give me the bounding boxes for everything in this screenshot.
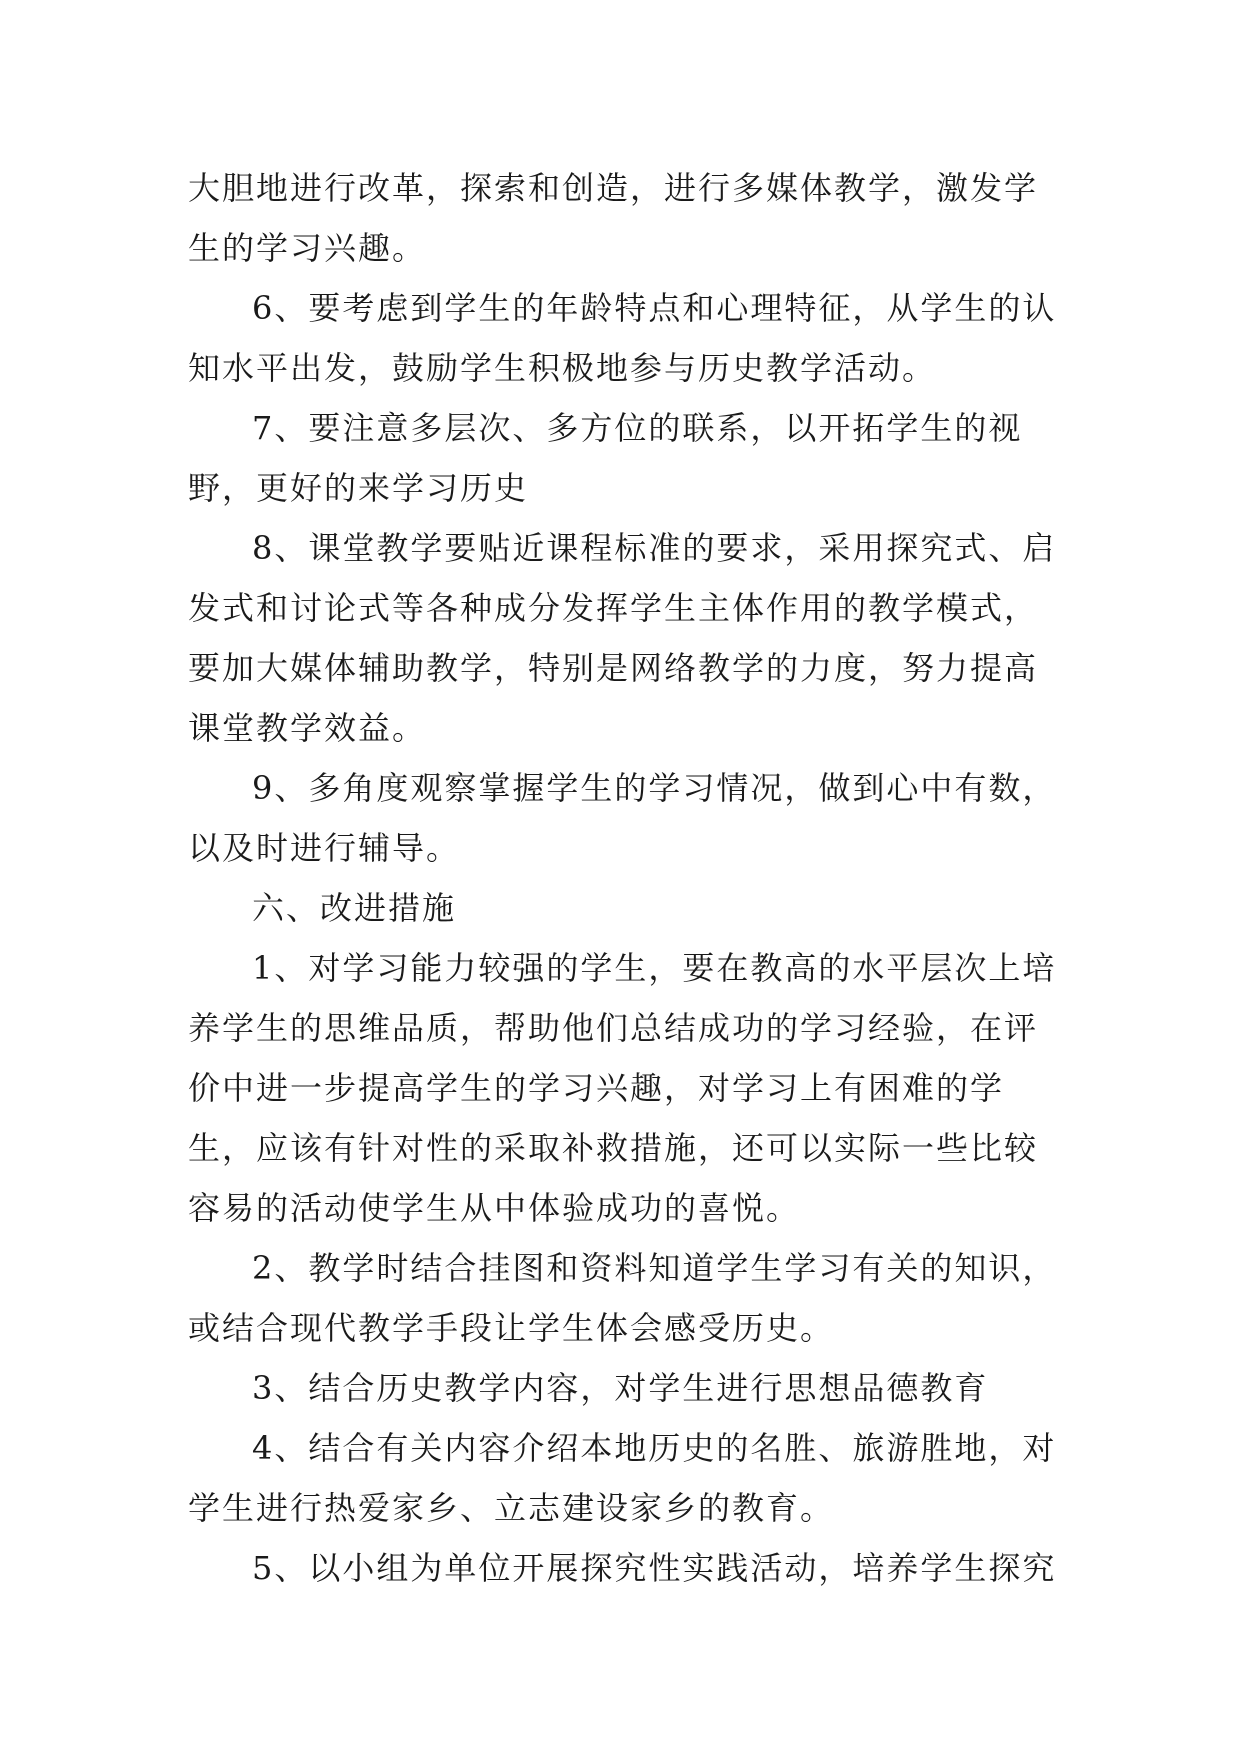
paragraph-item-9: 9、多角度观察掌握学生的学习情况，做到心中有数，以及时进行辅导。 bbox=[188, 769, 1057, 867]
paragraph-item-7: 7、要注意多层次、多方位的联系，以开拓学生的视野，更好的来学习历史 bbox=[188, 409, 1023, 507]
measure-item-1: 1、对学习能力较强的学生，要在教高的水平层次上培养学生的思维品质，帮助他们总结成功的学习经验，在评价中进一步提高学生的学习兴趣，对学习上有困难的学生，应该有针对性的采取补救措施，还可以实际一些比较容易的活动使学生从中体验成功的喜悦。 bbox=[188, 949, 1057, 1227]
measure-item-4: 4、结合有关内容介绍本地历史的名胜、旅游胜地，对学生进行热爱家乡、立志建设家乡的教育。 bbox=[188, 1429, 1057, 1527]
measure-item-2: 2、教学时结合挂图和资料知道学生学习有关的知识，或结合现代教学手段让学生体会感受历史。 bbox=[188, 1249, 1057, 1347]
measure-item-5: 5、以小组为单位开展探究性实践活动，培养学生探究 bbox=[252, 1549, 1057, 1587]
document-body bbox=[188, 158, 1068, 1598]
measure-item-3: 3、结合历史教学内容，对学生进行思想品德教育 bbox=[252, 1369, 989, 1407]
paragraph-item-6: 6、要考虑到学生的年龄特点和心理特征，从学生的认知水平出发，鼓励学生积极地参与历史教学活动。 bbox=[188, 289, 1057, 387]
paragraph-item-8: 8、课堂教学要贴近课程标准的要求，采用探究式、启发式和讨论式等各种成分发挥学生主体作用的教学模式，要加大媒体辅助教学，特别是网络教学的力度，努力提高课堂教学效益。 bbox=[188, 529, 1057, 747]
section-heading-improvement-measures: 六、改进措施 bbox=[252, 889, 457, 927]
paragraph-1: 大胆地进行改革，探索和创造，进行多媒体教学，激发学生的学习兴趣。 bbox=[188, 169, 1039, 267]
